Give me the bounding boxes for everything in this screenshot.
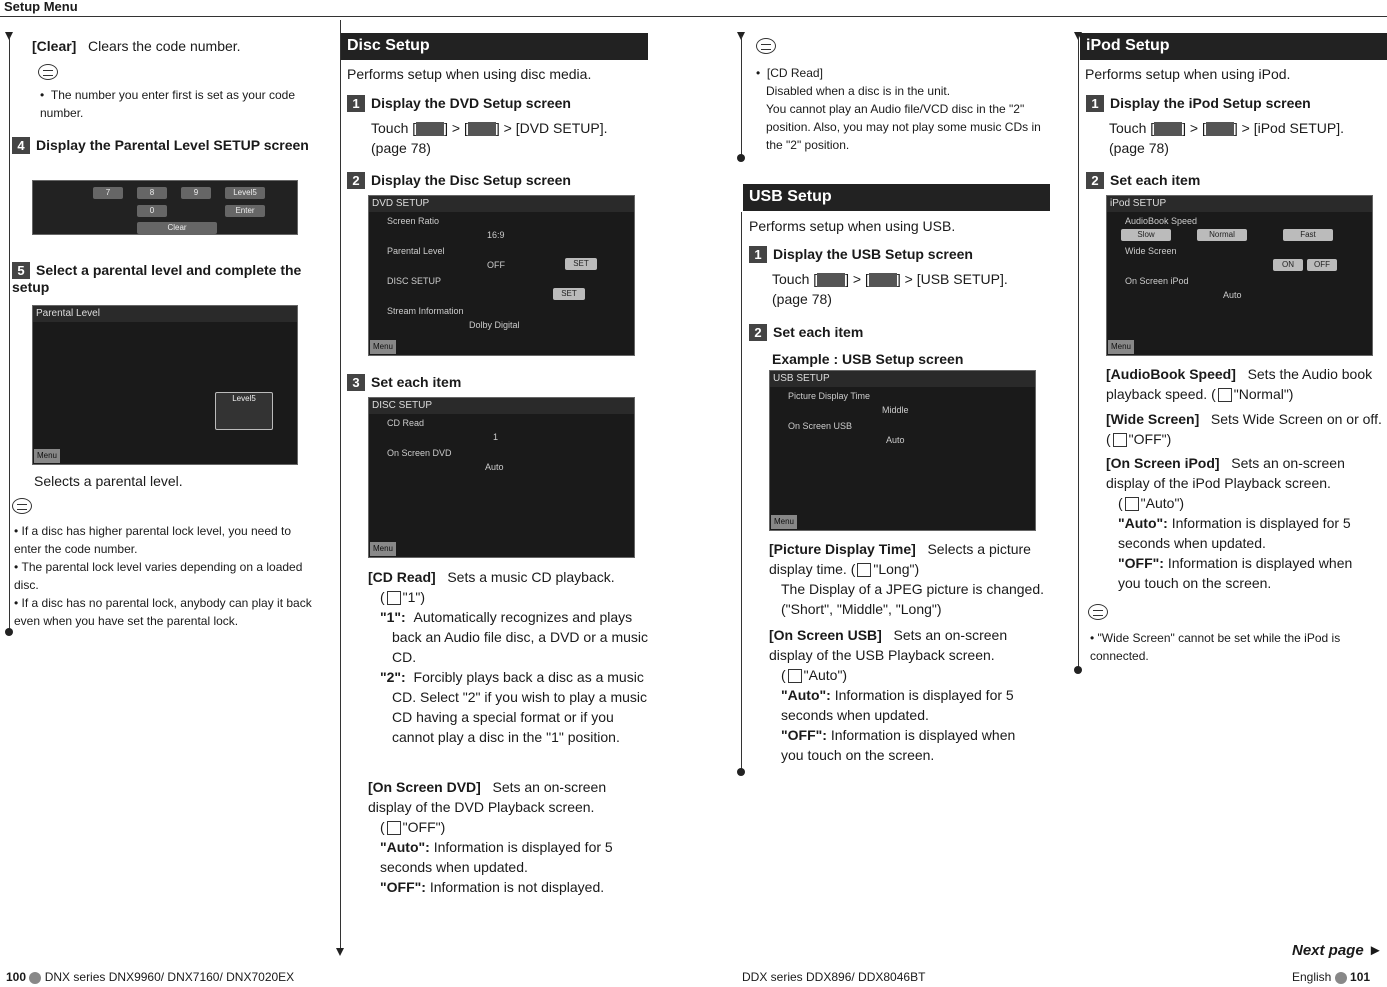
step-1-instruction: Touch [ ] > [ ] > [USB SETUP]. (page 78) [772, 271, 1008, 307]
cd-read-desc: [CD Read] Sets a music CD playback. ( "1") "1": Automatically recognizes and plays back an Audio file disc, a DVD or a music CD. "2": Forcibly plays back a disc as a music CD. Select "2" if you wish to play a music CD having a special format or if you cannot play a disc in the "1" position. [368, 569, 649, 745]
step-2: 2 Display the Disc Setup screen [347, 172, 571, 189]
column-rule [1078, 36, 1079, 668]
setup-icon [869, 273, 897, 287]
clear-item [32, 36, 241, 56]
audiobook-speed-desc: [AudioBook Speed] Sets the Audio book playback speed. ( "Normal") [1106, 366, 1373, 402]
wide-screen-desc: [Wide Screen] Sets Wide Screen on or off. ( "OFF") [1106, 411, 1382, 447]
clear-desc: Clears the code number. [88, 38, 241, 54]
page-header [0, 0, 1387, 17]
note-item: • The parental lock level varies depending on a loaded disc. [14, 560, 303, 592]
back-icon [817, 273, 845, 287]
usb-setup-screenshot: USB SETUP Picture Display Time Middle On Screen USB Auto Menu [769, 370, 1036, 531]
note-item: • If a disc has higher parental lock level, you need to enter the code number. [14, 524, 292, 556]
column-rule [741, 212, 742, 770]
column-marker [336, 948, 344, 956]
default-icon [1218, 388, 1232, 402]
note-text: • [CD Read] Disabled when a disc is in the unit. You cannot play an Audio file/VCD disc in the "2" position. Also, you may not play some music CDs in the "2" position. [756, 66, 1041, 152]
default-icon [1125, 497, 1139, 511]
step-1-instruction: Touch [ ] > [ ] > [DVD SETUP]. (page 78) [371, 120, 608, 156]
note-icon [1088, 604, 1108, 620]
step-1-instruction: Touch [ ] > [ ] > [iPod SETUP]. (page 78) [1109, 120, 1344, 156]
note-text: • The number you enter first is set as your code number. [40, 88, 295, 120]
section-heading: iPod Setup [1080, 33, 1387, 60]
parental-level-screenshot: Parental Level Level5 Menu [32, 305, 298, 465]
column-end-dot [1074, 666, 1082, 674]
step-1: 1 Display the iPod Setup screen [1086, 95, 1311, 112]
dvd-setup-screenshot: DVD SETUP Screen Ratio 16:9 Parental Level OFF SET DISC SETUP SET Stream Information Dolby Digital Menu [368, 195, 635, 356]
step-2: 2 Set each item [749, 324, 863, 341]
section-heading: Disc Setup [341, 33, 648, 60]
clear-term: [Clear] [32, 38, 77, 54]
step-3: 3 Set each item [347, 374, 461, 391]
default-icon [387, 591, 401, 605]
column-rule [340, 20, 341, 950]
on-screen-dvd-desc: [On Screen DVD] Sets an on-screen display of the DVD Playback screen. ( "OFF") "Auto": Information is displayed for 5 seconds when updated. "OFF": Information is not displayed. [368, 779, 613, 895]
back-icon [1154, 122, 1182, 136]
page-dot [29, 972, 41, 984]
column-end-dot [737, 768, 745, 776]
default-icon [387, 821, 401, 835]
default-icon [1113, 433, 1127, 447]
footer-left: 100 DNX series DNX9960/ DNX7160/ DNX7020EX [6, 970, 295, 984]
column-rule [741, 36, 742, 156]
footer-center: DDX series DDX896/ DDX8046BT [742, 970, 926, 984]
setup-icon [1206, 122, 1234, 136]
default-icon [857, 563, 871, 577]
note-list [14, 522, 312, 630]
step-5: 5 Select a parental level and complete the setup [12, 262, 302, 295]
note-icon [38, 64, 58, 80]
default-icon [788, 669, 802, 683]
picture-display-time-desc: [Picture Display Time] Selects a picture display time. ( "Long") The Display of a JPEG picture is changed. ("Short", "Middle", "Long") [769, 541, 1045, 617]
step-4: 4 Display the Parental Level SETUP screen [12, 137, 312, 154]
step-2: 2 Set each item [1086, 172, 1200, 189]
note-icon [12, 498, 32, 514]
step-1: 1 Display the USB Setup screen [749, 246, 973, 263]
back-icon [416, 122, 444, 136]
on-screen-ipod-desc: [On Screen iPod] Sets an on-screen display of the iPod Playback screen. ( "Auto") "Auto": Information is displayed for 5 seconds when updated. "OFF": Information is displayed when you touch on the screen. [1106, 455, 1353, 591]
note-item: • If a disc has no parental lock, anybody can play it back even when you have set the parental lock. [14, 596, 312, 628]
header-title: Setup Menu [4, 0, 78, 14]
on-screen-usb-desc: [On Screen USB] Sets an on-screen display of the USB Playback screen. ( "Auto") "Auto": Information is displayed for 5 seconds when updated. "OFF": Information is displayed when you touch on the screen. [769, 627, 1016, 763]
ipod-setup-screenshot: iPod SETUP AudioBook Speed Slow Normal Fast Wide Screen ON OFF On Screen iPod Auto Menu [1106, 195, 1373, 356]
page-dot [1335, 972, 1347, 984]
section-intro: Performs setup when using USB. [749, 218, 956, 234]
note-icon [756, 38, 776, 54]
setup-icon [468, 122, 496, 136]
section-intro: Performs setup when using iPod. [1085, 66, 1291, 82]
footer-right: English 101 [1292, 970, 1371, 984]
example-caption: Example : USB Setup screen [772, 351, 964, 367]
disc-setup-screenshot: DISC SETUP CD Read 1 On Screen DVD Auto Menu [368, 397, 635, 558]
column-end-dot [737, 154, 745, 162]
column-rule [9, 36, 10, 630]
select-desc: Selects a parental level. [34, 473, 183, 489]
level-box: Level5 [215, 392, 273, 430]
section-heading: USB Setup [743, 184, 1050, 211]
next-page-label: Next page ► [1292, 942, 1383, 959]
column-end-dot [5, 628, 13, 636]
section-intro: Performs setup when using disc media. [347, 66, 592, 82]
step-1: 1 Display the DVD Setup screen [347, 95, 571, 112]
note-text: • "Wide Screen" cannot be set while the iPod is connected. [1090, 631, 1341, 663]
keypad-screenshot: 7 8 9 Level5 0 Enter Clear [32, 180, 298, 235]
